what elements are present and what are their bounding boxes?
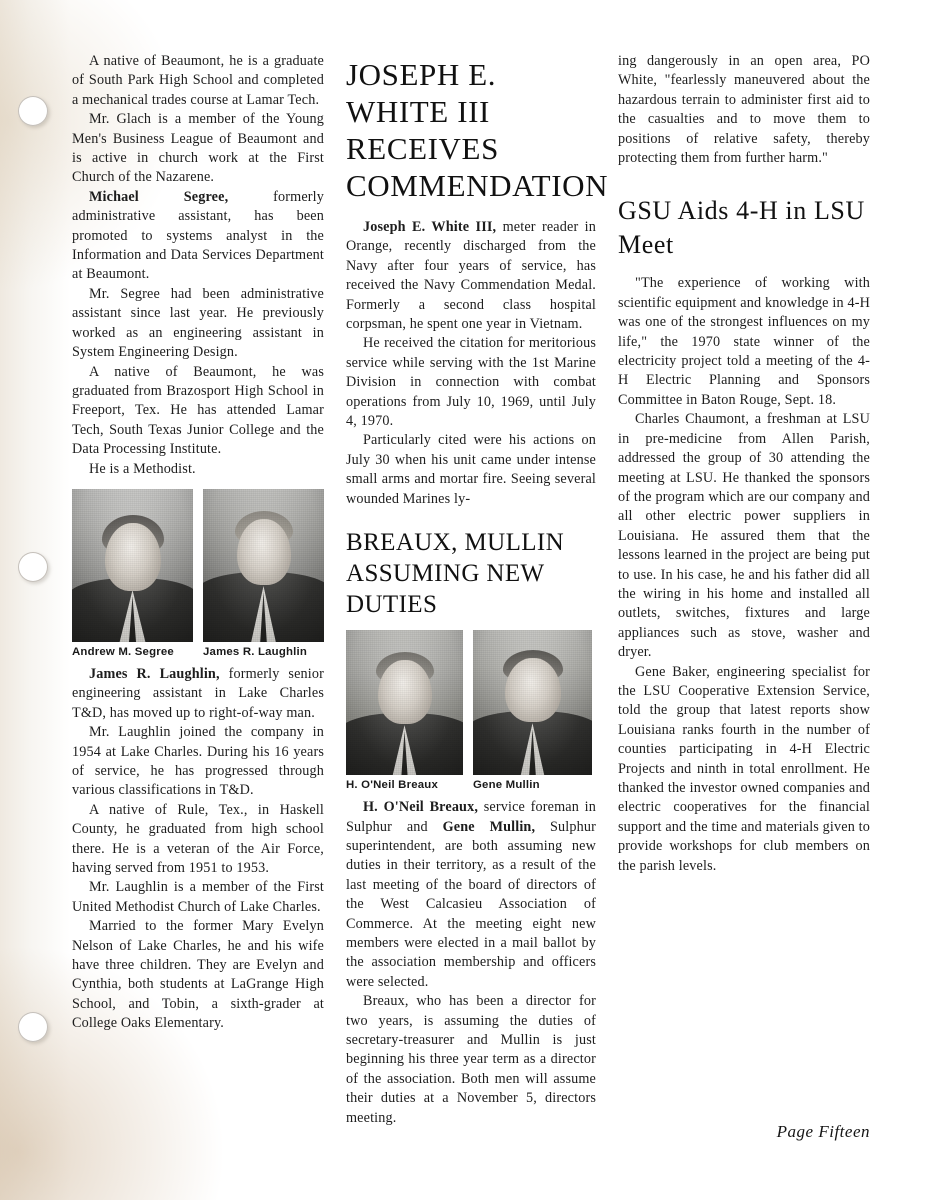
headline-gsu-aids-4h: GSU Aids 4-H in LSU Meet bbox=[618, 196, 865, 260]
paragraph-segree-2: A native of Beaumont, he was graduated from Brazosport High School in Freeport, Tex. He has attended Lamar Tech, South Texas Junior College and the Data Processing Institute. bbox=[72, 363, 324, 458]
paragraph-gsu-3: Gene Baker, engineering specialist for the LSU Cooperative Extension Service, told the group that latest reports show Louisiana ranks fourth in the number of counties participating in 4-H Electric Projects and ninth in total enrollment. He thanked the investor owned companies and electric cooperatives for the financial support and the time and materials given to provide workshops for club members on the parish levels. bbox=[618, 663, 870, 874]
paragraph-breaux-lead bbox=[346, 798, 596, 992]
paragraph-glach-1: A native of Beaumont, he is a graduate of South Park High School and completed a mechanical trades course at Lamar Tech. bbox=[72, 53, 324, 108]
portrait-gene-mullin bbox=[473, 630, 592, 775]
segree-lead-bold: Michael Segree, bbox=[89, 188, 229, 205]
portrait-james-laughlin bbox=[203, 489, 324, 642]
paragraph-segree-3: He is a Methodist. bbox=[89, 460, 196, 477]
paragraph-laughlin-4: Married to the former Mary Evelyn Nelson of Lake Charles, he and his wife have three children. They are Evelyn and Cynthia, both students at LaGrange High School, and Tobin, a sixth-grader at College Oaks Elementary. bbox=[72, 918, 324, 1032]
paragraph-breaux-1: Breaux, who has been a director for two years, is assuming the duties of secretary-treasurer and Mullin is just beginning his three year term as a director of the association. Both men will assume their duties at a November 5, directors meeting. bbox=[346, 993, 596, 1126]
white-lead-bold: Joseph E. White III, bbox=[363, 219, 497, 235]
paragraph-white-2: Particularly cited were his actions on July 30 when his unit came under intense small arms and mortar fire. Seeing several wounded Marines ly- bbox=[346, 432, 596, 507]
laughlin-lead-bold: James R. Laughlin, bbox=[89, 665, 220, 682]
breaux-lead-rest: Sulphur superintendent, are both assuming new duties in their territory, as a result of the last meeting of the board of directors of the West Calcasieu Association of Commerce. At the meeting eight new members were elected in a mail ballot by the association membership and officers were selected. bbox=[346, 818, 596, 990]
photo-vignette bbox=[346, 630, 463, 775]
mullin-lead-bold: Gene Mullin, bbox=[442, 818, 536, 835]
portrait-caption-row-two bbox=[346, 779, 596, 791]
binder-hole-middle bbox=[18, 552, 48, 582]
page-content bbox=[72, 52, 872, 1142]
column-one bbox=[72, 52, 324, 1142]
caption-james-laughlin: James R. Laughlin bbox=[203, 645, 308, 658]
portrait-andrew-segree bbox=[72, 489, 193, 642]
three-column-layout bbox=[72, 52, 872, 1142]
white-lead-rest: meter reader in Orange, recently discharged from the Navy after four years of service, has received the Navy Commendation Medal. Formerly a second class hospital corpsman, he spent one year in Vietnam. bbox=[346, 219, 596, 333]
column-three bbox=[618, 52, 870, 1142]
binder-hole-top bbox=[18, 96, 48, 126]
paragraph-gsu-1: "The experience of working with scientific equipment and knowledge in 4-H was one of the strongest influences on my life," the 1970 state winner of the electricity project told a meeting of the 4-H Electric Planning and Sponsors Committee in Baton Rouge, Sept. 18. bbox=[618, 275, 870, 408]
caption-andrew-segree: Andrew M. Segree bbox=[72, 645, 174, 658]
breaux-lead-bold: H. O'Neil Breaux, bbox=[363, 799, 479, 816]
paragraph-white-1: He received the citation for meritorious service while serving with the 1st Marine Division in connection with combat operations from July 10, 1969, until July 4, 1970. bbox=[346, 335, 596, 430]
caption-oneil-breaux: H. O'Neil Breaux bbox=[346, 779, 439, 792]
breaux-lead-mid: service foreman in Sulphur and bbox=[346, 799, 596, 835]
column-two bbox=[346, 52, 609, 1142]
paragraph-segree-1: Mr. Segree had been administrative assistant since last year. He previously worked as an engineering assistant in System Engineering Design. bbox=[72, 285, 324, 361]
paragraph-segree-lead bbox=[72, 188, 324, 285]
paragraph-glach-2: Mr. Glach is a member of the Young Men's Business League of Beaumont and is active in church work at the First Church of the Nazarene. bbox=[72, 111, 324, 186]
photo-vignette bbox=[72, 489, 193, 642]
laughlin-lead-rest: formerly senior engineering assistant in Lake Charles T&D, has moved up to right-of-way man. bbox=[72, 665, 324, 721]
paragraph-laughlin-lead bbox=[72, 665, 324, 723]
headline-joseph-white: JOSEPH E. WHITE III RECEIVES COMMENDATION bbox=[346, 57, 609, 203]
caption-gene-mullin: Gene Mullin bbox=[473, 779, 540, 792]
paragraph-laughlin-2: A native of Rule, Tex., in Haskell County, he graduated from high school there. He is a veteran of the Air Force, having served from 1951 to 1953. bbox=[72, 801, 324, 876]
paragraph-white-continuation: ing dangerously in an open area, PO White, "fearlessly maneuvered about the hazardous terrain to administer first aid to the casualties and to move them to positions of relative safety, thereby protecting them from further harm." bbox=[618, 53, 870, 167]
segree-lead-rest: formerly administrative assistant, has been promoted to systems analyst in the Information and Data Services Department at Beaumont. bbox=[72, 188, 324, 283]
photo-vignette bbox=[473, 630, 592, 775]
paragraph-laughlin-1: Mr. Laughlin joined the company in 1954 at Lake Charles. During his 16 years of service, he has progressed through various classifications in T&D. bbox=[72, 724, 324, 799]
portrait-caption-row-one bbox=[72, 646, 324, 658]
photo-vignette bbox=[203, 489, 324, 642]
portrait-photo-row-two bbox=[346, 630, 596, 775]
portrait-photo-row-one bbox=[72, 489, 324, 642]
paragraph-laughlin-3: Mr. Laughlin is a member of the First United Methodist Church of Lake Charles. bbox=[72, 879, 324, 915]
binder-hole-bottom bbox=[18, 1012, 48, 1042]
paragraph-white-lead bbox=[346, 218, 596, 334]
subhead-breaux-mullin: BREAUX, MULLIN ASSUMING NEW DUTIES bbox=[346, 529, 565, 619]
page-number-footer: Page Fifteen bbox=[776, 1122, 870, 1141]
paragraph-gsu-2: Charles Chaumont, a freshman at LSU in pre-medicine from Allen Parish, addressed the group of 30 attending the meeting at LSU. He thanked the sponsors of the program which are our company and all other electric power suppliers in Louisiana. He assured them that the lessons learned in the project are being put to use. In his case, he and his father did all the wiring in his home and installed all outlets, switches, fixtures and large appliances such as stove, washer and dryer. bbox=[618, 411, 870, 661]
portrait-oneil-breaux bbox=[346, 630, 463, 775]
